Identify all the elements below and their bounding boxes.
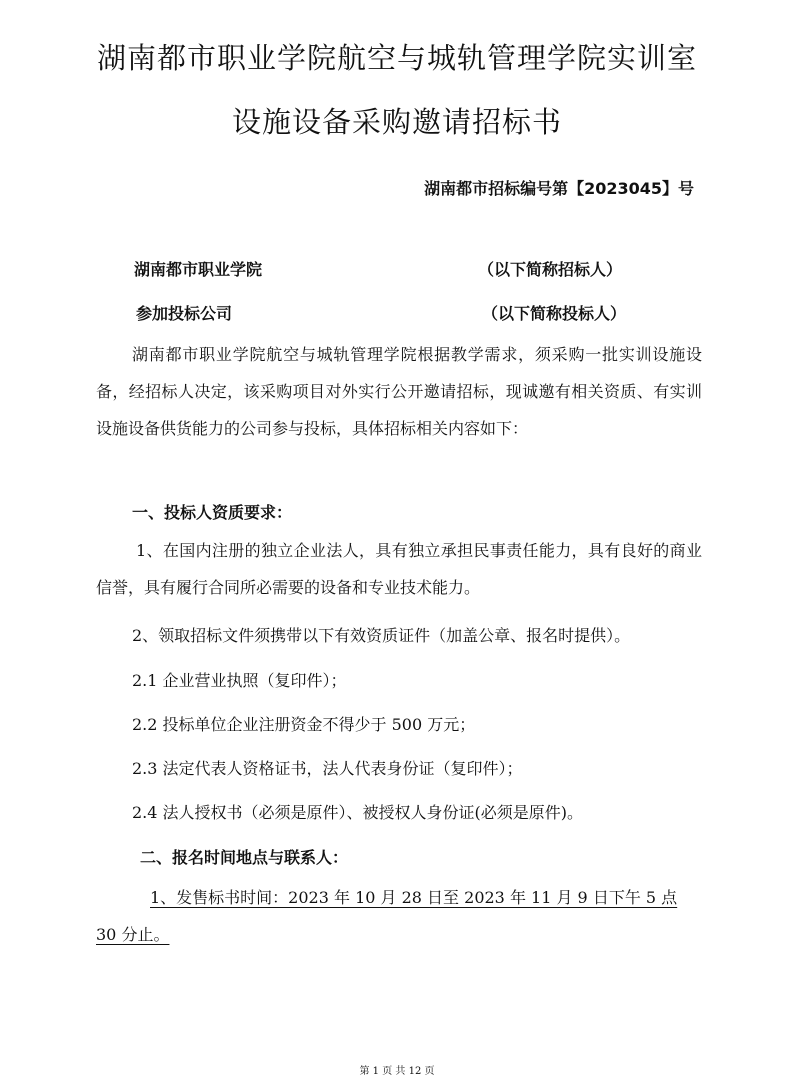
section-1-item-1: 1、在国内注册的独立企业法人，具有独立承担民事责任能力，具有良好的商业信誉，具有履行合同所必需要的设备和专业技术能力。 [96,541,702,597]
section-1-item-2-4: 2.4 法人授权书（必须是原件）、被授权人身份证(必须是原件)。 [132,803,584,822]
page-footer: 第 1 页 共 12 页 [359,1066,435,1077]
section-1-heading: 一、投标人资质要求： [132,503,293,522]
bidder-note: （以下简称投标人） [482,304,627,323]
document-title-line-2: 设施设备采购邀请招标书 [231,105,562,139]
section-1-item-2-1: 2.1 企业营业执照（复印件）； [132,671,347,690]
section-1-item-2-2: 2.2 投标单位企业注册资金不得少于 500 万元； [132,715,476,734]
section-2-item-1 [96,879,702,953]
bidder-name: 参加投标公司 [136,304,233,323]
section-2-heading: 二、报名时间地点与联系人： [140,848,349,867]
section-1-item-2: 2、领取招标文件须携带以下有效资质证件（加盖公章、报名时提供）。 [132,626,631,645]
document-title-line-1: 湖南都市职业学院航空与城轨管理学院实训室 [96,41,697,75]
bid-number: 湖南都市招标编号第【2023045】号 [424,179,694,198]
tenderer-name: 湖南都市职业学院 [134,260,263,279]
sale-time-text: 1、发售标书时间：2023 年 10 月 28 日至 2023 年 11 月 9 日下午 5 点 30 分止。 [96,888,678,944]
tenderer-note: （以下简称招标人） [478,260,623,279]
section-1-item-2-3: 2.3 法定代表人资格证书，法人代表身份证（复印件）； [132,759,523,778]
intro-paragraph: 湖南都市职业学院航空与城轨管理学院根据教学需求，须采购一批实训设施设备，经招标人决定，该采购项目对外实行公开邀请招标，现诚邀有相关资质、有实训设施设备供货能力的公司参与投标，具体招标相关内容如下： [96,345,702,438]
